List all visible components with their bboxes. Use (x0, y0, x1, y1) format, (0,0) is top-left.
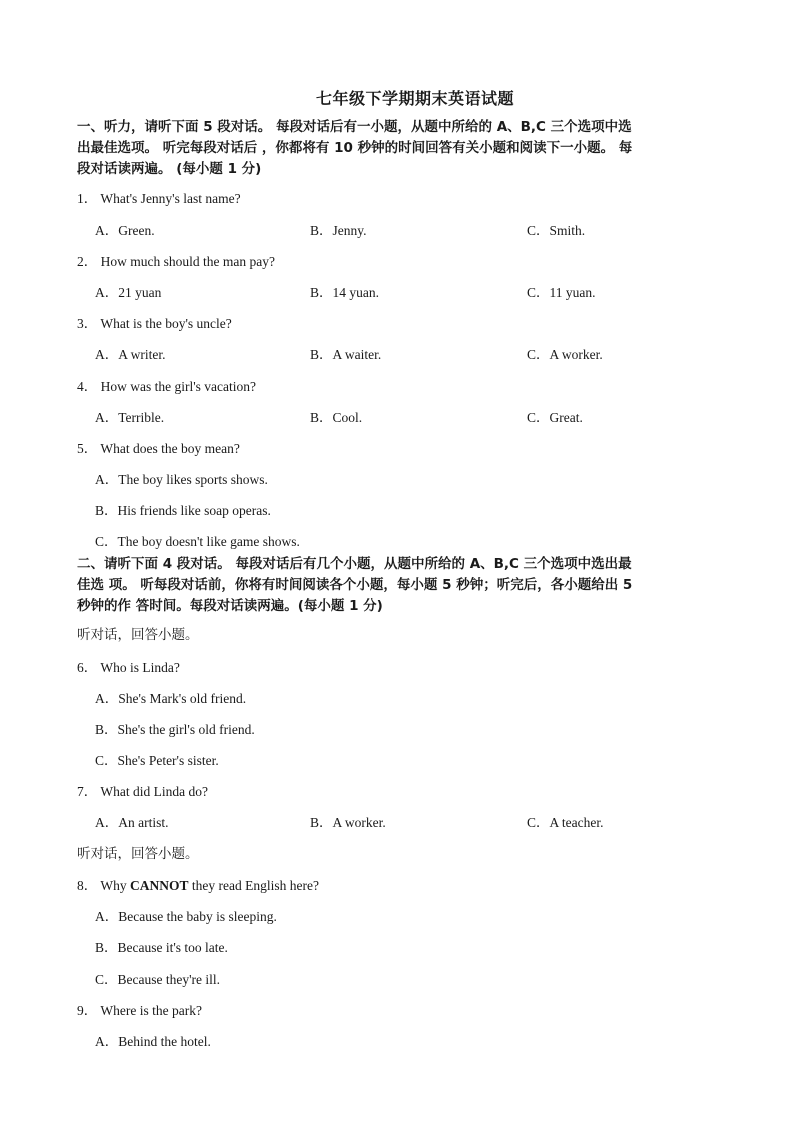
question-number: 6． (77, 660, 98, 675)
option-b[interactable]: B．A worker. (310, 815, 386, 830)
section-2-instructions (77, 554, 747, 617)
option-b[interactable]: B．14 yuan. (310, 285, 379, 300)
question-6 (77, 656, 180, 676)
instruction-line: 出最佳选项。 听完每段对话后 ，你都将有 10 秒钟的时间回答有关小题和阅读下一小题。 每 (77, 140, 633, 156)
question-text-post: they read English here? (191, 878, 319, 893)
instruction-line: 一、听力，请听下面 5 段对话。 每段对话后有一小题，从题中所给的 A、B,C 三个选项中选 (77, 119, 632, 135)
option-c[interactable]: C．A teacher. (527, 815, 604, 830)
instruction-line: 佳选 项。 听每段对话前，你将有时间阅读各个小题，每小题 5 秒钟；听完后，各小题给出 5 (77, 577, 633, 593)
question-number: 5． (77, 441, 98, 456)
question-5 (77, 437, 240, 457)
option-a[interactable]: A．Because the baby is sleeping. (95, 909, 277, 924)
option-c[interactable]: C．Great. (527, 410, 583, 425)
option-a[interactable]: A．An artist. (95, 815, 169, 830)
question-7 (77, 780, 208, 800)
option-a[interactable]: A．She's Mark's old friend. (95, 691, 247, 706)
question-8 (77, 874, 319, 894)
listen-note: 听对话，回答小题。 (77, 846, 199, 862)
question-3 (77, 312, 232, 332)
option-a[interactable]: A．21 yuan (95, 285, 162, 300)
option-b[interactable]: B．Jenny. (310, 223, 367, 238)
question-text: Where is the park? (100, 1003, 202, 1018)
question-number: 7． (77, 784, 98, 799)
option-c[interactable]: C．She's Peter's sister. (95, 753, 219, 768)
question-1 (77, 187, 241, 207)
option-a[interactable]: A．Terrible. (95, 410, 165, 425)
option-c[interactable]: C．A worker. (527, 347, 603, 362)
instruction-line: 秒钟的作 答时间。每段对话读两遍。(每小题 1 分) (77, 598, 383, 614)
option-b[interactable]: B．Because it's too late. (95, 940, 228, 955)
option-a[interactable]: A．Green. (95, 223, 155, 238)
question-text-pre: Why (100, 878, 131, 893)
option-c[interactable]: C．The boy doesn't like game shows. (95, 534, 300, 549)
listen-note: 听对话，回答小题。 (77, 627, 199, 643)
option-c[interactable]: C．11 yuan. (527, 285, 596, 300)
question-number: 2． (77, 254, 98, 269)
question-number: 1． (77, 191, 98, 206)
option-a[interactable]: A．A writer. (95, 347, 166, 362)
question-text-emphasis: CANNOT (130, 878, 189, 893)
question-text: What is the boy's uncle? (100, 316, 232, 331)
question-number: 8． (77, 878, 98, 893)
option-c[interactable]: C．Because they're ill. (95, 972, 221, 987)
question-text: What's Jenny's last name? (100, 191, 241, 206)
option-b[interactable]: B．She's the girl's old friend. (95, 722, 255, 737)
section-1-instructions (77, 117, 747, 180)
question-number: 4． (77, 379, 98, 394)
instruction-line: 二、请听下面 4 段对话。 每段对话后有几个小题，从题中所给的 A、B,C 三个选项中选出最 (77, 556, 632, 572)
option-b[interactable]: B．Cool. (310, 410, 363, 425)
instruction-line: 段对话读两遍。 (每小题 1 分) (77, 161, 262, 177)
option-b[interactable]: B．A waiter. (310, 347, 382, 362)
question-2 (77, 250, 275, 270)
question-text: What does the boy mean? (100, 441, 240, 456)
question-9 (77, 999, 202, 1019)
option-a[interactable]: A．Behind the hotel. (95, 1034, 211, 1049)
question-number: 3． (77, 316, 98, 331)
question-text: How much should the man pay? (100, 254, 275, 269)
question-number: 9． (77, 1003, 98, 1018)
option-b[interactable]: B．His friends like soap operas. (95, 503, 271, 518)
option-a[interactable]: A．The boy likes sports shows. (95, 472, 268, 487)
page-title: 七年级下学期期末英语试题 (315, 89, 514, 108)
question-text: Who is Linda? (100, 660, 180, 675)
question-text: What did Linda do? (100, 784, 208, 799)
question-4 (77, 375, 256, 395)
question-text: How was the girl's vacation? (100, 379, 257, 394)
option-c[interactable]: C．Smith. (527, 223, 586, 238)
